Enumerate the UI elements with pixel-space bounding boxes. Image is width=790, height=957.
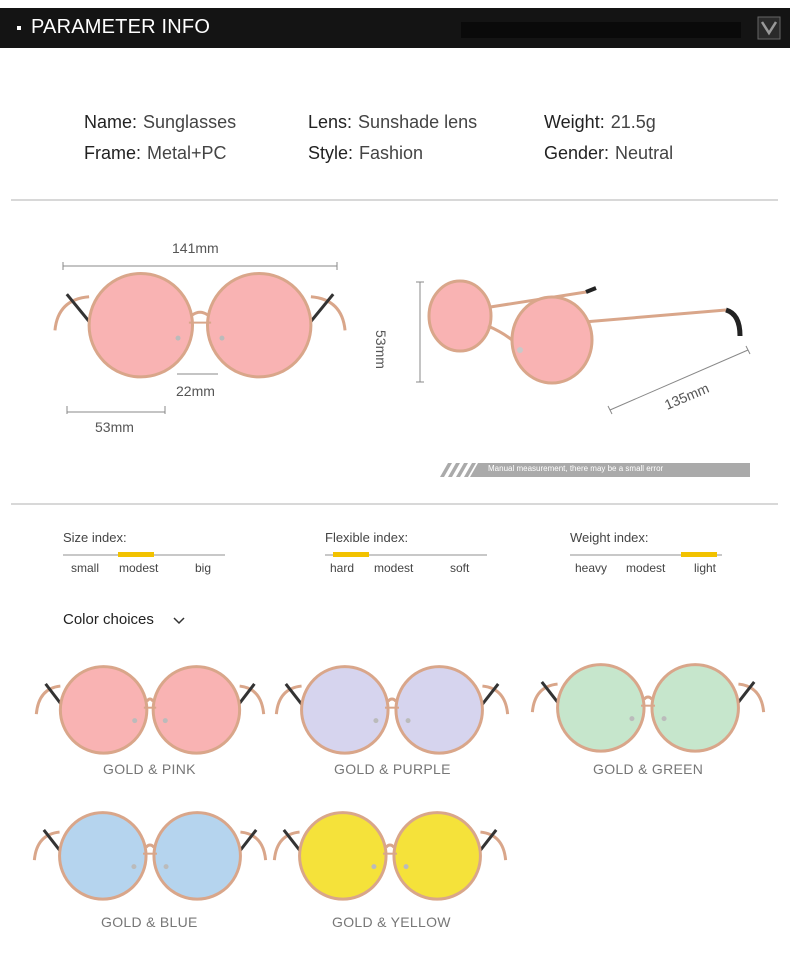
weight-index-label: Weight index: bbox=[570, 530, 649, 545]
spec-frame: Frame: Metal+PC bbox=[84, 143, 227, 163]
measurement-note bbox=[440, 463, 750, 477]
color-swatch-purple[interactable] bbox=[274, 662, 510, 754]
color-swatch-green[interactable] bbox=[530, 660, 766, 752]
side-view-glasses bbox=[410, 270, 760, 430]
dim-lens-width: 53mm bbox=[95, 419, 134, 435]
weight-index-tick: heavy bbox=[575, 561, 608, 575]
color-label-yellow: GOLD & YELLOW bbox=[332, 914, 451, 930]
dim-temple-length: 135mm bbox=[662, 379, 712, 413]
size-index-tick: modest bbox=[119, 561, 159, 575]
flexible-index-tick: hard bbox=[330, 561, 355, 575]
dim-total-width: 141mm bbox=[172, 240, 219, 256]
weight-index bbox=[570, 530, 740, 580]
size-index bbox=[63, 530, 233, 580]
size-index-label: Size index: bbox=[63, 530, 127, 545]
color-label-green: GOLD & GREEN bbox=[593, 761, 704, 777]
section-title: PARAMETER INFO bbox=[31, 16, 211, 38]
weight-index-tick: light bbox=[694, 561, 717, 575]
spec-weight: Weight: 21.5g bbox=[544, 112, 656, 132]
flexible-index-marker bbox=[333, 552, 369, 557]
weight-index-marker bbox=[681, 552, 717, 557]
spec-name: Name: Sunglasses bbox=[84, 112, 237, 132]
dim-lens-height: 53mm bbox=[373, 330, 389, 369]
flexible-index-tick: modest bbox=[374, 561, 414, 575]
divider bbox=[11, 503, 778, 505]
color-label-pink: GOLD & PINK bbox=[103, 761, 196, 777]
flexible-index-tick: soft bbox=[450, 561, 470, 575]
size-index-tick: big bbox=[195, 561, 212, 575]
dim-bridge: 22mm bbox=[176, 383, 215, 399]
size-index-marker bbox=[118, 552, 154, 557]
color-swatch-yellow[interactable] bbox=[272, 808, 508, 900]
spec-lens: Lens: Sunshade lens bbox=[308, 112, 478, 132]
color-label-blue: GOLD & BLUE bbox=[101, 914, 198, 930]
chevron-down-icon bbox=[172, 613, 186, 627]
front-view-glasses bbox=[52, 268, 348, 378]
color-swatch-pink[interactable] bbox=[34, 662, 266, 754]
color-swatch-blue[interactable] bbox=[32, 808, 268, 900]
flexible-index bbox=[325, 530, 495, 580]
size-index-tick: small bbox=[71, 561, 100, 575]
color-choices-heading[interactable] bbox=[63, 611, 154, 628]
weight-index-tick: modest bbox=[626, 561, 666, 575]
color-choices-title: Color choices bbox=[63, 611, 154, 628]
spec-style: Style: Fashion bbox=[308, 143, 424, 163]
flexible-index-label: Flexible index: bbox=[325, 530, 409, 545]
color-label-purple: GOLD & PURPLE bbox=[334, 761, 451, 777]
measurement-note-text: Manual measurement, there may be a small error bbox=[488, 464, 664, 473]
spec-gender: Gender: Neutral bbox=[544, 143, 674, 163]
